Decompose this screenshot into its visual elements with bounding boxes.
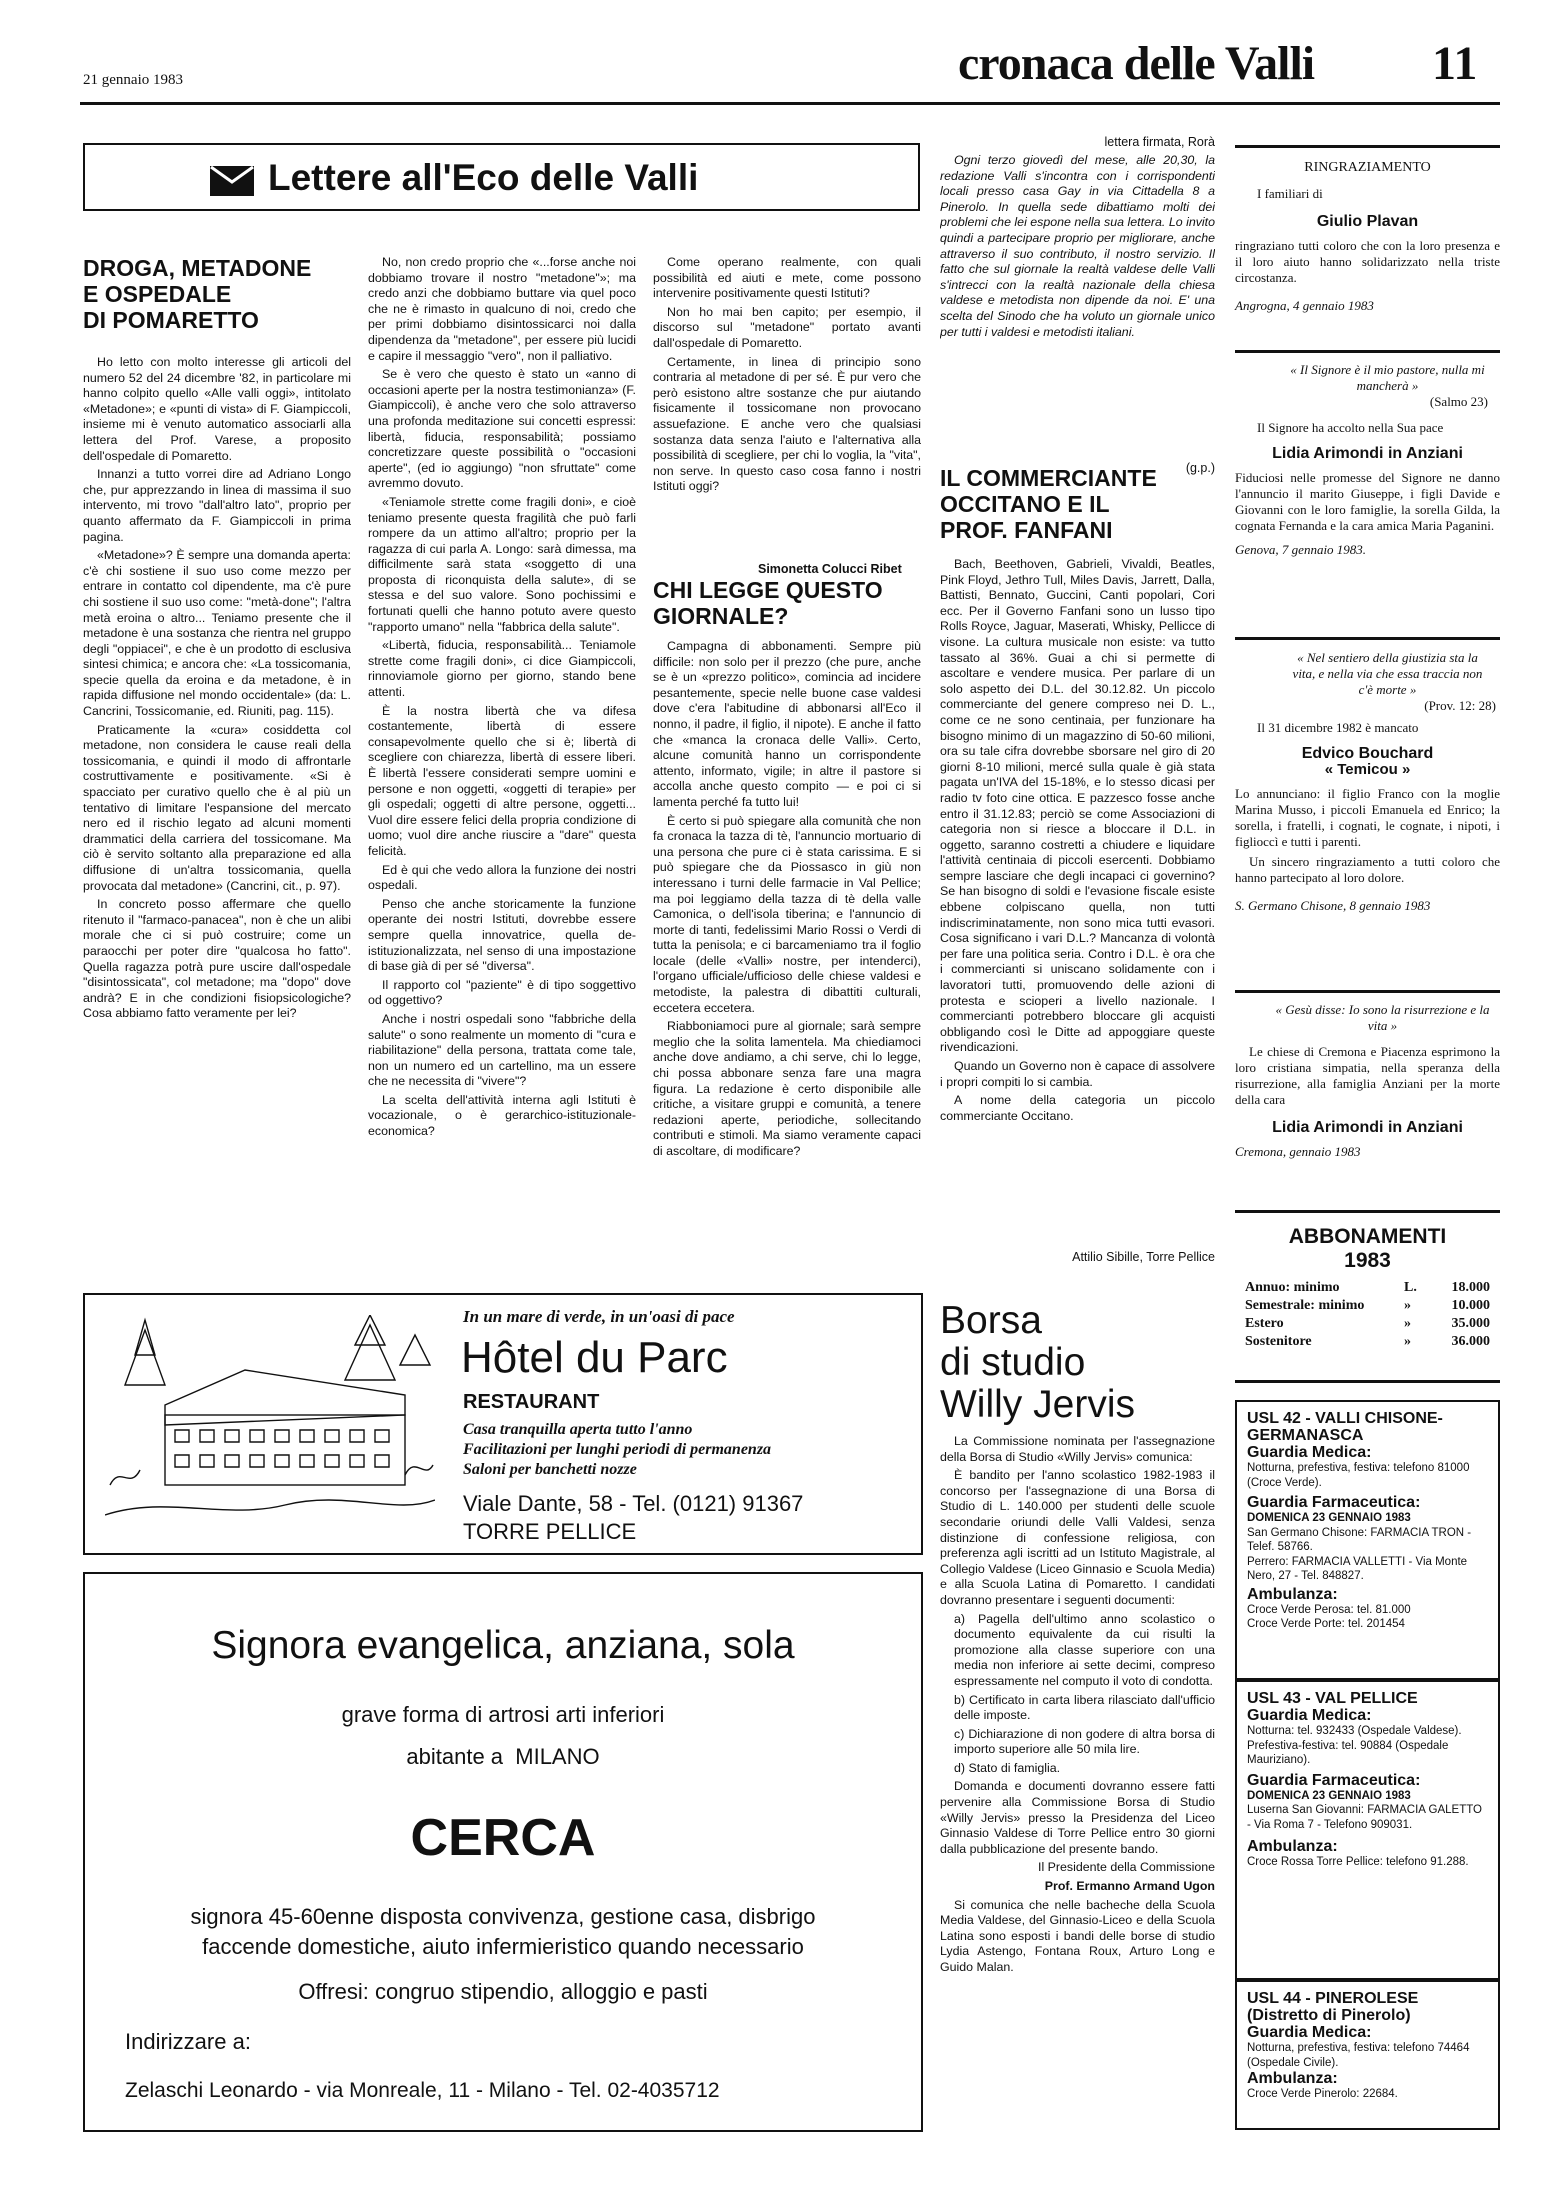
ringraziamento-title: RINGRAZIAMENTO xyxy=(1304,160,1431,175)
notice-arimondi-intro: Il Signore ha accolto nella Sua pace xyxy=(1257,420,1444,435)
hotel-address: Viale Dante, 58 - Tel. (0121) 91367 xyxy=(463,1491,804,1516)
title-line: Willy Jervis xyxy=(940,1383,1135,1426)
signora-cerca: CERCA xyxy=(410,1809,596,1867)
hotel-illustration xyxy=(105,1315,435,1535)
paragraph: La Commissione nominata per l'assegnazione della Borsa di Studio «Willy Jervis» comunica: xyxy=(940,1434,1215,1464)
usl43-gm-text: Notturna: tel. 932433 (Ospedale Valdese). Prefestiva-festiva: tel. 90884 (Ospedale Mauriziano). xyxy=(1247,1725,1462,1766)
title-line: CHI LEGGE QUESTO xyxy=(653,577,883,603)
row-label: Annuo: minimo xyxy=(1245,1280,1340,1295)
abbonamenti-row xyxy=(1245,1279,1490,1297)
usl43-amb-title: Ambulanza: xyxy=(1247,1838,1338,1855)
notice-cremona xyxy=(1235,1002,1500,1160)
paragraph: Ogni terzo giovedì del mese, alle 20,30, la redazione Valli s'incontra con i corrispondenti locali presso casa Gay in via Cittadella 8 a Pinerolo. In quella sede dibattiamo molti dei problemi che lei espone nella sua lettera. Lo invito quindi a partecipare proprio per migliorare, anche attraverso il suo contributo, il nostro servizio. Il fatto che sul giornale la realtà valdese delle Valli s'intrecci con la realtà nazionale della chiesa valdese e metodista non dipende da noi. E' una scelta del Sinodo che ha voluto un giornale unico per tutti i valdesi e metodisti italiani. xyxy=(940,153,1215,339)
notice-bouchard-text: Lo annunciano: il figlio Franco con la moglie Marina Musso, i piccoli Emanuela ed Enrico; la sorella, i fratelli, i cognati, le cognate, i nipoti, i figlioccì e tutti i parenti. xyxy=(1235,786,1500,849)
usl43-amb-1: Croce Rossa Torre Pellice: telefono 91.288. xyxy=(1247,1856,1469,1868)
borsa-title xyxy=(940,1300,1215,1426)
notice-cremona-quote: « Gesù disse: Io sono la risurrezione e la vita » xyxy=(1275,1002,1490,1033)
notice-arimondi xyxy=(1235,362,1500,558)
article-commerciante-signature: Attilio Sibille, Torre Pellice xyxy=(1072,1250,1215,1264)
article-borsa xyxy=(940,1300,1215,2130)
ringraziamento-text: ringraziano tutti coloro che con la loro presenza e il loro aiuto hanno solidarizzato nella triste circostanza. xyxy=(1235,238,1500,285)
usl42-farm-title: Guardia Farmaceutica: xyxy=(1247,1494,1421,1511)
title-line: PROF. FANFANI xyxy=(940,517,1113,543)
list-item: b) Certificato in carta libera rilasciato dall'ufficio delle imposte. xyxy=(954,1692,1215,1723)
title-line: OCCITANO E IL xyxy=(940,491,1110,517)
paragraph: «Metadone»? È sempre una domanda aperta: c'è chi sostiene il suo uso come mezzo per entrare in contatto col dipendente, ma c'è pure chi sostiene il suo uso come: "metà-done"; l'altra metà eroina o altro... Teniamo presente che il metadone è una sostanza che rientra nel gruppo degli "oppiacei", e che è un prodotto di esclusiva sintesi chimica; e ancora che: «La tossicomania, specie quella da eroina e da metadone, è in rapida diffusione nel mondo occidentale» (da: L. Cancrini, Tossicomanie, ed. Riuniti, pag. 115). xyxy=(83,548,351,719)
list-item: c) Dichiarazione di non godere di altra borsa di importo superiore alle 50 mila lire. xyxy=(954,1726,1215,1757)
letters-banner-title: Lettere all'Eco delle Valli xyxy=(268,157,699,198)
ringraziamento-intro: I familiari di xyxy=(1257,186,1323,201)
letters-banner xyxy=(83,143,920,211)
paragraph: A nome della categoria un piccolo commerciante Occitano. xyxy=(940,1093,1215,1123)
hotel-restaurant: RESTAURANT xyxy=(463,1391,600,1413)
abbonamenti-year: 1983 xyxy=(1344,1249,1391,1272)
notice-cremona-text: Le chiese di Cremona e Piacenza esprimono la loro cristiana simpatia, nella speranza della risurrezione, alla famiglia Anziani per la morte della cara xyxy=(1235,1044,1500,1107)
usl43-farm-date: DOMENICA 23 GENNAIO 1983 xyxy=(1247,1789,1411,1802)
signora-line2: abitante a MILANO xyxy=(406,1744,600,1769)
notice-cremona-name: Lidia Arimondi in Anziani xyxy=(1272,1119,1463,1136)
hotel-city: TORRE PELLICE xyxy=(463,1519,637,1544)
paragraph: Non ho mai ben capito; per esempio, il discorso sul "metadone" portato avanti dall'ospedale di Pomaretto. xyxy=(653,304,921,350)
signora-line1: grave forma di artrosi arti inferiori xyxy=(341,1702,665,1727)
usl43-title: USL 43 - VAL PELLICE xyxy=(1247,1690,1418,1707)
usl42-farm-1: San Germano Chisone: FARMACIA TRON - Telef. 58766. xyxy=(1247,1526,1472,1553)
paragraph: Il rapporto col "paziente" è di tipo soggettivo od oggettivo? xyxy=(368,977,636,1008)
paragraph: No, non credo proprio che «...forse anche noi dobbiamo trovare il nostro "metadone"»; ma credo anzi che dobbiamo buttare via quel poco che ne è rimasto in qualcuno di noi, credo che per primi dobbiamo disintossicarci noi dalla dipendenza da "metadone", per essere più lucidi e capire il messaggio "vero", non il palliativo. xyxy=(368,255,636,363)
notice-arimondi-quote: « Il Signore è il mio pastore, nulla mi mancherà » xyxy=(1290,362,1485,393)
notice-bouchard-nickname: « Temicou » xyxy=(1324,761,1411,778)
hotel-line3: Saloni per banchetti nozze xyxy=(463,1461,637,1478)
paragraph: La scelta dell'attività interna agli Istituti è vocazionale, o è gerarchico-istituzionale-economica? xyxy=(368,1092,636,1139)
editorial-note xyxy=(940,153,1215,461)
signora-line7: Zelaschi Leonardo - via Monreale, 11 - Milano - Tel. 02-4035712 xyxy=(125,2079,720,2102)
rule xyxy=(1235,350,1500,353)
notice-bouchard-ref: (Prov. 12: 28) xyxy=(1424,698,1496,713)
row-currency: » xyxy=(1404,1316,1411,1331)
article-droga-col2 xyxy=(368,255,636,1260)
paragraph: Innanzi a tutto vorrei dire ad Adriano Longo che, pur apprezzando in linea di massima il suo intervento, mi trovo "dall'altro lato", proprio per quanto affermato da F. Giampiccoli in prima pagina. xyxy=(83,467,351,544)
usl42-box xyxy=(1235,1400,1500,1680)
hotel-tagline: In un mare di verde, in un'oasi di pace xyxy=(463,1307,735,1326)
borsa-body xyxy=(940,1434,1215,2124)
rule xyxy=(1235,1380,1500,1383)
paragraph: Quando un Governo non è capace di assolvere i propri compiti lo si cambia. xyxy=(940,1059,1215,1089)
page-number: 11 xyxy=(1432,37,1478,90)
paragraph: Domanda e documenti dovranno essere fatti pervenire alla Commissione Borsa di Studio «Willy Jervis» presso la Presidenza del Liceo Ginnasio Valdese di Torre Pellice entro 30 giorni dalla pubblicazione del presente bando. xyxy=(940,1779,1215,1856)
usl44-amb-1: Croce Verde Pinerolo: 22684. xyxy=(1247,2088,1398,2100)
usl42-amb-2: Croce Verde Porte: tel. 201454 xyxy=(1247,1618,1405,1630)
paragraph: Ed è qui che vedo allora la funzione dei nostri ospedali. xyxy=(368,862,636,893)
issue-date: 21 gennaio 1983 xyxy=(83,72,183,88)
article-legge-body xyxy=(653,639,921,1264)
envelope-icon xyxy=(210,162,254,196)
borsa-signature1: Il Presidente della Commissione xyxy=(1038,1860,1215,1875)
rule xyxy=(1235,637,1500,640)
hotel-name: Hôtel du Parc xyxy=(461,1333,728,1382)
row-label: Semestrale: minimo xyxy=(1245,1298,1365,1313)
article-legge-title xyxy=(653,577,921,629)
paragraph: Ho letto con molto interesse gli articoli del numero 52 del 24 dicembre '82, in particolare mi hanno colpito quello «Alle valli oggi», intitolato «Metadone»; e «punti di vista» di F. Giampiccoli, insieme mi è venuto automatico associarli alla lettera del Prof. Varese, a proposito dell'ospedale di Pomaretto. xyxy=(83,355,351,463)
paragraph: È bandito per l'anno scolastico 1982-1983 il concorso per l'assegnazione di una Borsa di Studio di L. 140.000 per studenti delle scuole secondarie oriundi delle Valli Valdesi, senza distinzione di confessione religiosa, con preferenza agli iscritti ad un Istituto Magistrale, al Collegio Valdese (Liceo Ginnasio e Scuola Media) e alla Scuola Latina di Pomaretto. I candidati dovranno presentare i seguenti documenti: xyxy=(940,1468,1215,1607)
notice-arimondi-ref: (Salmo 23) xyxy=(1429,394,1488,409)
article-commerciante-title xyxy=(940,465,1215,543)
paragraph: Come operano realmente, con quali possibilità ed aiuti e mete, come possono intervenire positivamente questi Istituti? xyxy=(653,255,921,301)
paragraph: «Libertà, fiducia, responsabilità... Teniamole strette come fragili doni», ci dice Giampiccoli, rinnoviamole giorno per giorno, stando bene attenti. xyxy=(368,638,636,700)
usl43-farm-1: Luserna San Giovanni: FARMACIA GALETTO - Via Roma 7 - Telefono 909031. xyxy=(1247,1804,1483,1831)
article-droga-col3 xyxy=(653,255,921,580)
paragraph: Certamente, in linea di principio sono contraria al metadone di per sé. È pur vero che però esistono altre sostanze che pur aiutando fisicamente il tossicomane non provocano assuefazione. E anche vero che qualsiasi sostanza data senza l'aiuto e l'alternativa alla possibilità di scegliere, per chi lo voglia, la "vita", non serve. In questo caso cosa fanno i nostri Istituti oggi? xyxy=(653,354,921,494)
rule xyxy=(1235,990,1500,993)
usl42-amb-title: Ambulanza: xyxy=(1247,1585,1338,1603)
title-line: di studio xyxy=(940,1341,1086,1384)
paragraph: Praticamente la «cura» cosiddetta col metadone, non considera le cause reali della tossicomania, e quindi il modo di affrontarle costruttivamente e positivamente. «Si è spacciato per curativo quello che è al più un tentativo di limitare l'espansione del mercato nero ed il rischio legato ad alcuni momenti drammatici della carriera del tossicomane. Ma ciò è servito soltanto alla preparazione ed alla diffusione di un'altra tossicomania, quella provocata dal metadone» (Cancrini, cit., p. 97). xyxy=(83,722,351,893)
notice-bouchard-text2: Un sincero ringraziamento a tutti coloro che hanno partecipato al loro dolore. xyxy=(1235,854,1500,885)
article-droga xyxy=(83,255,638,1265)
title-line: Borsa xyxy=(940,1299,1042,1342)
paragraph: In concreto posso affermare che quello ritenuto il "farmaco-panacea", non è che un alibi morale che ci si può costruire; come un paraocchi per poter dire "qualcosa ho fatto". Quella ragazza potrà pure uscire dall'ospedale "disintossicata", col metadone; ma "dopo" dove andrà? E in che condizioni fisiopsicologiche? Cosa abbiamo fatto veramente per lei? xyxy=(83,897,351,1021)
ringraziamento xyxy=(1235,160,1500,314)
usl42-title: USL 42 - VALLI CHISONE-GERMANASCA xyxy=(1247,1410,1443,1444)
article-commerciante-body xyxy=(940,557,1215,1247)
usl42-guardia-medica: Guardia Medica: xyxy=(1247,1444,1372,1461)
usl44-gm-text: Notturna, prefestiva, festiva: telefono 74464 (Ospedale Civile). xyxy=(1247,2042,1470,2069)
usl44-guardia-medica: Guardia Medica: xyxy=(1247,2024,1372,2041)
usl44-box xyxy=(1235,1980,1500,2130)
paragraph: Bach, Beethoven, Gabrieli, Vivaldi, Beatles, Pink Floyd, Jethro Tull, Miles Davis, Jarrett, Dalla, Battisti, Bennato, Guccini, Canti popolari, Cori ecc. Per il Governo Fanfani sono un lusso tipo Rolls Royce, Jaguar, Maserati, Whisky, Pellicce di visone. La cultura musicale non esiste: va tutto tassato al 36%. Guai a chi si permette di ascoltare e vendere musica. Per parlare di un solo aspetto dei D.L. del 30.12.82. Un piccolo commerciante del genere compreso nei D. L., come ce ne sono centinaia, per funzionare ha bisogno minimo di un magazzino di 50-60 milioni, ora su tale cifra dovrebbe sborsare nel giro di 20 giorni 8-10 milioni, mercé sulla quale è già stata pagata un'IVA del 15-18%, e lo stesso dicasi per radio tv foto cine ottica. E pazzesco fosse anche entro il 31.12.83; perciò se come Associazioni di categoria non si riesce a bloccare il D.L. in oggetto, saranno costretti a chiudere e liquidare l'attività centinaia di piccoli esercenti. Dobbiamo sempre lasciare che degli incapaci ci governino? Se han bisogno di soldi e l'evasione fiscale esiste ebbene colpiscano quella, non tutti indiscriminatamente, non sono mica tutti evasori. Cosa significano i vari D.L.? Mancanza di volontà per fare una politica seria. Contro i D.L. è ora che i commercianti si uniscano solidamente con i lavoratori tutti, promuovendo delle azioni di protesta e scioperi a livello nazionale. I commercianti potrebbero bloccare gli acquisti obbligando così le Ditte ad appoggiare queste rivendicazioni. xyxy=(940,557,1215,1055)
title-line: IL COMMERCIANTE xyxy=(940,465,1157,491)
paragraph: Campagna di abbonamenti. Sempre più difficile: non solo per il prezzo (che pure, anche se è un «prezzo politico», comincia ad incidere pesantemente, specie nelle buone case valdesi dove c'era l'abitudine di abbonarsi all'Eco il nonno, il padre, il figlio, il nipote). E anche il fatto che «manca la cronaca delle Valli». Certo, alcune comunità hanno un corrispondente attento, informato, vigile; in altre il pastore si accolla anche questo compito — e poi ci si lamenta perché fa tutto lui! xyxy=(653,639,921,809)
signora-line4: faccende domestiche, aiuto infermieristico quando necessario xyxy=(202,1934,804,1959)
paragraph: Anche i nostri ospedali sono "fabbriche della salute" o sono realmente un momento di "cura e riabilitazione" della persona, trattata come tale, non un numero ed un cartellino, ma un essere che ne necessita di "vivere"? xyxy=(368,1011,636,1089)
list-item: a) Pagella dell'ultimo anno scolastico o documento equivalente da cui risulti la promozione alla classe superiore con una media non inferiore ai sette decimi, compreso espressamente nel computo il voto di condotta. xyxy=(954,1611,1215,1688)
usl44-title: USL 44 - PINEROLESE (Distretto di Pinerolo) xyxy=(1247,1990,1419,2024)
paragraph: Se è vero che questo è stato un «anno di occasioni aperte per la nostra testimonianza» (F. Giampiccoli), è anche vero che solo attraverso una profonda meditazione sui concetti espressi: libertà, fiducia, responsabilità; possiamo concretizzare queste possibilità o "occasioni aperte", (ed io aggiungo) "non sfruttate" come avremmo dovuto. xyxy=(368,367,636,491)
header-rule xyxy=(80,102,1500,105)
usl43-guardia-medica: Guardia Medica: xyxy=(1247,1707,1372,1724)
row-currency: » xyxy=(1404,1334,1411,1349)
notice-bouchard xyxy=(1235,650,1500,914)
hotel-line2: Facilitazioni per lunghi periodi di permanenza xyxy=(463,1441,772,1458)
usl42-gm-text: Notturna, prefestiva, festiva: telefono 81000 (Croce Verde). xyxy=(1247,1462,1470,1489)
usl42-farm-2: Perrero: FARMACIA VALLETTI - Via Monte Nero, 27 - Tel. 848827. xyxy=(1247,1555,1468,1582)
rule xyxy=(1235,1210,1500,1213)
paragraph: Penso che anche storicamente la funzione operante dei nostri Istituti, dovrebbe essere sempre quella innovatrice, quella de-istituzionalizzata, nel senso di una impostazione di base già di per sé "diversa". xyxy=(368,896,636,974)
usl43-box xyxy=(1235,1680,1500,1980)
row-value: 10.000 xyxy=(1451,1298,1490,1313)
article-legge xyxy=(653,577,921,1267)
editorial-note-signature: (g.p.) xyxy=(1185,461,1215,475)
hotel-ad xyxy=(83,1293,923,1555)
paragraph: È la nostra libertà che va difesa costantemente, libertà di essere consapevolmente quello che si è; libertà di scegliere con chiarezza, libertà di essere liberi. È libertà l'essere considerati sempre uomini e persone e non oggetti, «oggetti di terapie» per gli ospedali; oggetti di altre persone, oggetti... Vuol dire essere felici della propria condizione di uomo; vuol dire anche riuscire a "dare" questa felicità. xyxy=(368,703,636,858)
borsa-signature2: Prof. Ermanno Armand Ugon xyxy=(1044,1879,1215,1894)
ringraziamento-name: Giulio Plavan xyxy=(1316,213,1419,230)
notice-cremona-place: Cremona, gennaio 1983 xyxy=(1235,1144,1361,1159)
list-item: d) Stato di famiglia. xyxy=(954,1760,1061,1775)
row-label: Estero xyxy=(1245,1316,1284,1331)
notice-bouchard-place: S. Germano Chisone, 8 gennaio 1983 xyxy=(1235,898,1431,913)
article-commerciante xyxy=(940,465,1215,1285)
title-line: DROGA, METADONE xyxy=(83,255,312,281)
notice-bouchard-name: Edvico Bouchard xyxy=(1301,745,1434,762)
abbonamenti-title: ABBONAMENTI xyxy=(1288,1225,1447,1248)
abbonamenti-row xyxy=(1245,1315,1490,1333)
title-line: E OSPEDALE xyxy=(83,281,232,307)
paragraph: «Teniamole strette come fragili doni», e cioè teniamo presente questa fragilità che può farli rompere da un attimo all'altro; proprio per la ragazza di cui parla A. Longo: sarà dimessa, ma difficilmente sarà stata «soggetto di una proposta di riconquista della salute», di se stessa e del suo valore. Sono pochissimi e fortunati quelli che hanno potuto avere questo "rapporto umano" nella "fabbrica della salute". xyxy=(368,494,636,634)
masthead: cronaca delle Valli xyxy=(958,37,1315,90)
article-droga-col1 xyxy=(83,355,351,1260)
usl42-amb-1: Croce Verde Perosa: tel. 81.000 xyxy=(1247,1603,1411,1616)
ringraziamento-place: Angrogna, 4 gennaio 1983 xyxy=(1235,298,1374,313)
notice-arimondi-name: Lidia Arimondi in Anziani xyxy=(1272,445,1463,462)
title-line: DI POMARETTO xyxy=(83,307,259,333)
notice-bouchard-intro: Il 31 dicembre 1982 è mancato xyxy=(1257,720,1419,735)
usl43-farm-title: Guardia Farmaceutica: xyxy=(1247,1771,1421,1789)
abbonamenti-row xyxy=(1245,1297,1490,1315)
row-currency: » xyxy=(1404,1298,1411,1313)
row-value: 18.000 xyxy=(1451,1280,1490,1295)
signora-ad xyxy=(83,1572,923,2132)
signora-headline: Signora evangelica, anziana, sola xyxy=(211,1624,795,1667)
row-value: 36.000 xyxy=(1451,1334,1490,1349)
article-legge-signature: lettera firmata, Rorà xyxy=(1104,135,1215,149)
hotel-line1: Casa tranquilla aperta tutto l'anno xyxy=(463,1421,693,1438)
usl44-amb-title: Ambulanza: xyxy=(1247,2070,1338,2087)
abbonamenti-box xyxy=(1235,1225,1500,1365)
paragraph: Riabboniamoci pure al giornale; sarà sempre meglio che la solita lamentela. Ma chiediamoci anche dove andiamo, a chi serve, chi lo legge, chi possa abbonare senza fare una magra figura. La redazione è certo disponibile alle critiche, a visitare gruppi e comunità, a tenere redazioni aperte, periodiche, sollecitando contributi e stimoli. Ma siamo veramente capaci di ascoltare, di modificare? xyxy=(653,1019,921,1158)
usl42-farm-date: DOMENICA 23 GENNAIO 1983 xyxy=(1247,1512,1411,1524)
abbonamenti-rows xyxy=(1245,1279,1490,1351)
paragraph: È certo si può spiegare alla comunità che non fa cronaca la tazza di tè, l'annuncio mortuario di una persona che pure ci è stata carissima. E si può spiegare che da Piossasco in giù non interessano i turni delle farmacie in Val Pellice; ma poi leggiamo della tazza di tè della valle Camonica, o dell'isola tiberina; e l'annuncio di morte di tanti, fedelissimi Mario Rossi o Verdi di tutta la penisola; e ci barcameniamo tra il foglio locale (delle «Valli» nostre, per intenderci), l'organo ufficiale/ufficioso delle chiese valdesi e metodiste, la palestra di dibattiti culturali, eccetera eccetera. xyxy=(653,813,921,1015)
article-droga-signature: Simonetta Colucci Ribet xyxy=(758,562,902,576)
paragraph: Si comunica che nelle bacheche della Scuola Media Valdese, del Ginnasio-Liceo e della Scuola Latina sono esposti i bandi delle borse di studio Lydia Astengo, Fontana Roux, Arturo Long e Guido Malan. xyxy=(940,1897,1215,1974)
signora-line3: signora 45-60enne disposta convivenza, gestione casa, disbrigo xyxy=(190,1904,816,1929)
row-currency: L. xyxy=(1404,1280,1417,1295)
rule xyxy=(1235,145,1500,148)
notice-arimondi-text: Fiduciosi nelle promesse del Signore ne danno l'annuncio il marito Giuseppe, i figli Davide e Giovanni con le loro famiglie, la sorella Gilda, la cognata Fernanda e la cara amica Maria Paganini. xyxy=(1235,470,1500,533)
notice-arimondi-place: Genova, 7 gennaio 1983. xyxy=(1235,542,1367,557)
row-value: 35.000 xyxy=(1451,1316,1490,1331)
abbonamenti-row xyxy=(1245,1333,1490,1351)
title-line: GIORNALE? xyxy=(653,603,789,629)
notice-bouchard-quote: « Nel sentiero della giustizia sta la vita, e nella via che essa traccia non c'è morte » xyxy=(1292,650,1483,697)
article-droga-title xyxy=(83,255,353,333)
signora-line6: Indirizzare a: xyxy=(125,2029,251,2054)
signora-line5: Offresi: congruo stipendio, alloggio e pasti xyxy=(298,1979,708,2004)
row-label: Sostenitore xyxy=(1245,1334,1312,1349)
